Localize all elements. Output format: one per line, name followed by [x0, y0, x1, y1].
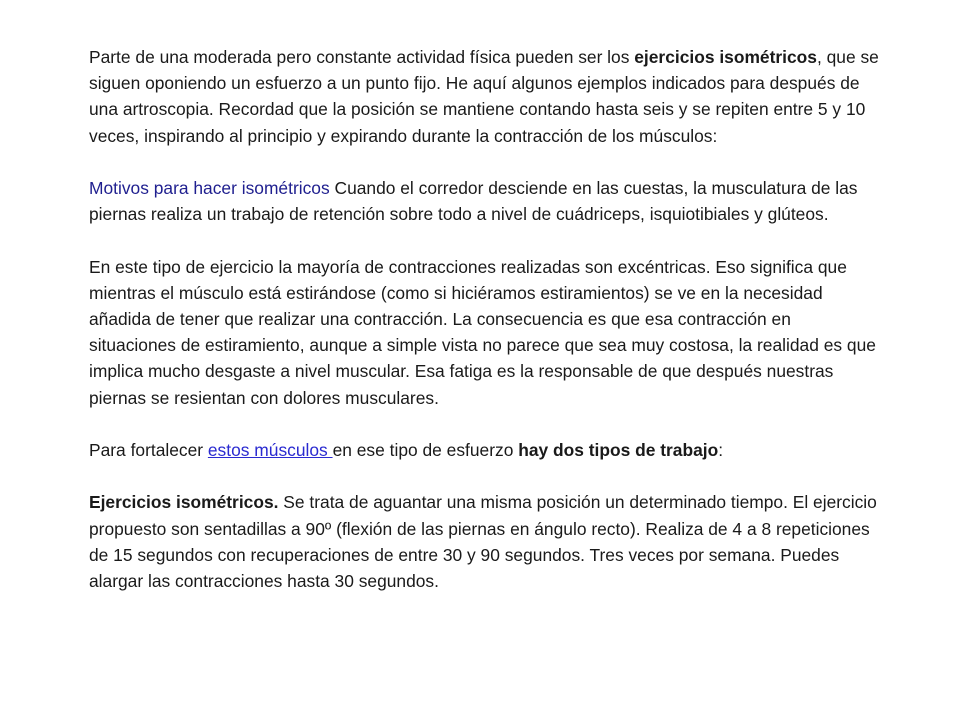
fortalecer-bold-text: hay dos tipos de trabajo — [518, 440, 719, 460]
isometricos-paragraph — [89, 489, 879, 594]
motivos-paragraph — [89, 175, 879, 227]
intro-bold-term: ejercicios isométricos — [634, 47, 817, 67]
motivos-text: Cuando el corredor desciende en las cuestas, la musculatura de las piernas realiza un trabajo de retención sobre todo a nivel de cuádriceps, isquiotibiales y glúteos. — [89, 178, 858, 225]
isometricos-text: Se trata de aguantar una misma posición un determinado tiempo. El ejercicio propuesto son sentadillas a 90º (flexión de las piernas en ángulo recto). Realiza de 4 a 8 repeticiones de 15 segundos con recuperaciones de entre 30 y 90 segundos. Tres veces por semana. Puedes alargar las contracciones hasta 30 segundos. — [89, 492, 877, 591]
fortalecer-text-after: : — [718, 440, 724, 460]
estos-musculos-link[interactable]: estos músculos — [207, 440, 333, 460]
fortalecer-text-middle: en ese tipo de esfuerzo — [332, 440, 519, 460]
intro-paragraph — [89, 44, 879, 149]
isometricos-heading: Ejercicios isométricos. — [89, 492, 279, 513]
excentricas-text: En este tipo de ejercicio la mayoría de contracciones realizadas son excéntricas. Eso significa que mientras el músculo está estirándose (como si hiciéramos estiramientos) se ve en la necesidad añadida de tener que realizar una contracción. La consecuencia es que esa contracción en situaciones de estiramiento, aunque a simple vista no parece que sea muy costosa, la realidad es que implica mucho desgaste a nivel muscular. Esa fatiga es la responsable de que después nuestras piernas se resientan con dolores musculares. — [89, 256, 876, 408]
intro-text-part2: , que se siguen oponiendo un esfuerzo a un punto fijo. He aquí algunos ejemplos indicados para después de una artroscopia. Recordad que la posición se mantiene contando hasta seis y se repiten entre 5 y 10 veces, inspirando al principio y expirando durante la contracción de los músculos: — [89, 47, 879, 146]
excentricas-paragraph — [89, 254, 879, 411]
fortalecer-paragraph — [89, 437, 879, 463]
motivos-heading: Motivos para hacer isométricos — [89, 178, 330, 198]
intro-text-part1: Parte de una moderada pero constante actividad física pueden ser los — [89, 47, 635, 67]
document-body — [89, 44, 879, 620]
fortalecer-text-before: Para fortalecer — [89, 440, 208, 460]
